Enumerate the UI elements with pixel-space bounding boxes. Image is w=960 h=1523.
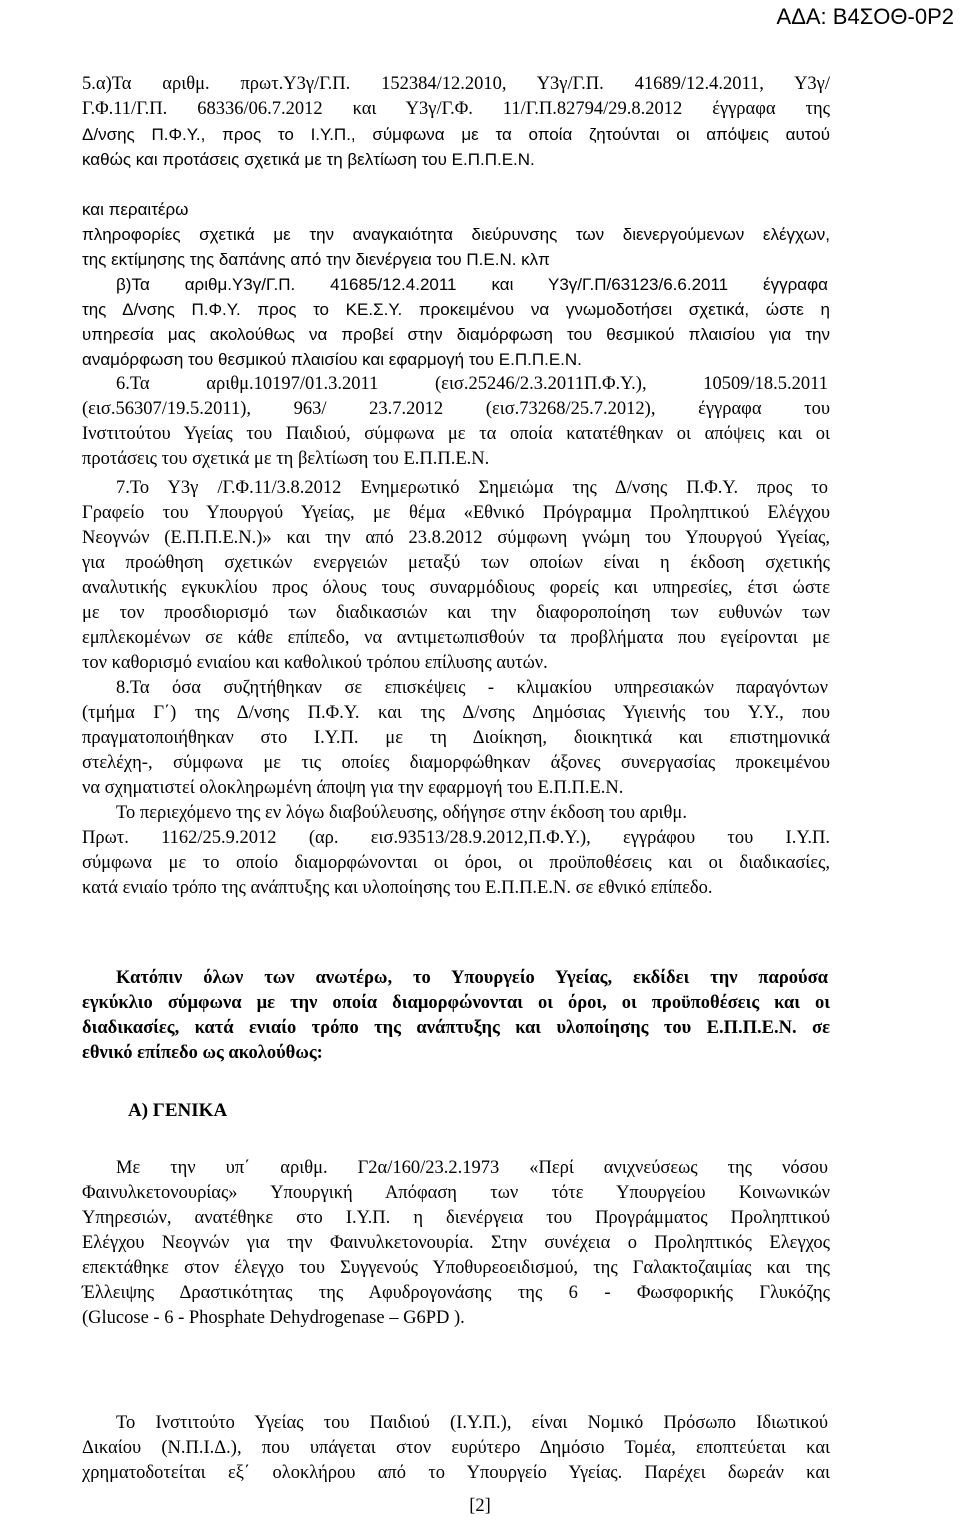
decision-paragraph xyxy=(116,966,828,991)
item-7 xyxy=(116,476,828,501)
text-line: σύμφωνα με το οποίο διαμορφώνονται οι όροι, οι προϋποθέσεις και οι διαδικασίες, xyxy=(82,853,830,873)
text-line: Υπηρεσιών, ανατέθηκε στο Ι.Υ.Π. η διενέργεια του Προγράμματος Προληπτικού xyxy=(82,1208,830,1228)
text-line: εγκύκλιο σύμφωνα με την οποία διαμορφώνονται οι όροι, οι προϋποθέσεις και οι xyxy=(82,993,830,1013)
text-line: 8.Τα όσα συζητήθηκαν σε επισκέψεις - κλιμακίου υπηρεσιακών παραγόντων xyxy=(116,678,828,698)
text-line: προτάσεις του σχετικά με τη βελτίωση του Ε.Π.Π.Ε.Ν. xyxy=(82,449,490,469)
text-line: Πρωτ. 1162/25.9.2012 (αρ. εισ.93513/28.9.2012,Π.Φ.Υ.), εγγράφου του Ι.Υ.Π. xyxy=(82,828,830,848)
text-line: με τον προσδιορισμό των διαδικασιών και την διαφοροποίηση των ευθυνών των xyxy=(82,603,830,623)
text-line: Έλλειψης Δραστικότητας της Αφυδρογονάσης της 6 - Φωσφορικής Γλυκόζης xyxy=(82,1283,830,1303)
text-segment: καθώς και προτάσεις σχετικά με τη βελτίωση του Ε.Π.Π.Ε.Ν. xyxy=(82,150,535,169)
text-line: Ινστιτούτου Υγείας του Παιδιού, σύμφωνα με τα οποία κατατέθηκαν οι απόψεις και οι xyxy=(82,424,830,444)
text-line: Δικαίου (Ν.Π.Ι.Δ.), που υπάγεται στον ευρύτερο Δημόσιο Τομέα, εποπτεύεται και xyxy=(82,1438,830,1458)
institute-paragraph-cont xyxy=(82,1436,830,1486)
text-line: 7.Το Υ3γ /Γ.Φ.11/3.8.2012 Ενημερωτικό Σημειώμα της Δ/νσης Π.Φ.Υ. προς το xyxy=(116,478,828,498)
text-line: υπηρεσία μας ακολούθως να προβεί στην διαμόρφωση του θεσμικού πλαισίου για την xyxy=(82,325,830,344)
text-line: πληροφορίες σχετικά με την αναγκαιότητα διεύρυνσης των διενεργούμενων ελέγχων, xyxy=(82,225,830,244)
text-line: στελέχη-, σύμφωνα με τις οποίες διαμορφώθηκαν άξονες συνεργασίας προκειμένου xyxy=(82,753,830,773)
item-8 xyxy=(116,676,828,701)
text-line: αναλυτικής εγκυκλίου προς όλους τους συναρμόδιους φορείς και υπηρεσίες, έτσι ώστε xyxy=(82,578,830,598)
text-line: (εισ.56307/19.5.2011), 963/ 23.7.2012 (εισ.73268/25.7.2012), έγγραφα του xyxy=(82,399,830,419)
text-line: επεκτάθηκε στον έλεγχο του Συγγενούς Υποθυρεοειδισμού, της Γαλακτοζαιμίας και της xyxy=(82,1258,830,1278)
text-line: Ελέγχου Νεογνών για την Φαινυλκετονουρία. Στην συνέχεια ο Προληπτικός Ελεγχος xyxy=(82,1233,830,1253)
text-line: Το περιεχόμενο της εν λόγω διαβούλευσης, οδήγησε στην έκδοση του αριθμ. xyxy=(116,803,687,823)
text-line: Δ/νσης Π.Φ.Υ., προς το Ι.Υ.Π., σύμφωνα με τα οποία ζητούνται οι απόψεις αυτού xyxy=(82,125,830,144)
consultation-paragraph xyxy=(116,801,828,826)
text-line xyxy=(82,197,830,222)
item-5a-sans-3 xyxy=(82,222,830,272)
institute-paragraph xyxy=(116,1411,828,1436)
text-line: πραγματοποιήθηκαν στο Ι.Υ.Π. με τη Διοίκηση, διοικητικά και επιστημονικά xyxy=(82,728,830,748)
general-paragraph-cont xyxy=(82,1181,830,1331)
text-line: διαδικασίες, κατά ενιαίο τρόπο της ανάπτυξης και υλοποίησης του Ε.Π.Π.Ε.Ν. σε xyxy=(82,1018,830,1038)
item-5a-serif xyxy=(82,72,830,122)
text-line: (τμήμα Γ΄) της Δ/νσης Π.Φ.Υ. και της Δ/νσης Δημόσιας Υγιεινής του Υ.Υ., που xyxy=(82,703,830,723)
general-paragraph xyxy=(116,1156,828,1181)
text-line: 6.Τα αριθμ.10197/01.3.2011 (εισ.25246/2.3.2011Π.Φ.Υ.), 10509/18.5.2011 xyxy=(116,374,828,394)
text-line: χρηματοδοτείται εξ΄ ολοκλήρου από το Υπουργείο Υγείας. Παρέχει δωρεάν και xyxy=(82,1463,830,1483)
item-5b xyxy=(116,272,828,297)
consultation-paragraph-cont xyxy=(82,826,830,901)
section-heading: Α) ΓΕΝΙΚΑ xyxy=(128,1100,228,1121)
text-line: να σχηματιστεί ολοκληρωμένη άποψη για την εφαρμογή του Ε.Π.Π.Ε.Ν. xyxy=(82,778,624,798)
item-8-cont xyxy=(82,701,830,801)
item-6 xyxy=(116,372,828,397)
text-line: εμπλεκομένων σε κάθε επίπεδο, να αντιμετωπισθούν τα προβλήματα που εγείρονται με xyxy=(82,628,830,648)
text-line: Φαινυλκετονουρίας» Υπουργική Απόφαση των τότε Υπουργείου Κοινωνικών xyxy=(82,1183,830,1203)
text-line: εθνικό επίπεδο ως ακολούθως: xyxy=(82,1043,323,1063)
page-number: [2] xyxy=(469,1496,491,1516)
text-line: Νεογνών (Ε.Π.Π.Ε.Ν.)» και την από 23.8.2012 σύμφωνη γνώμη του Υπουργού Υγείας, xyxy=(82,528,830,548)
text-line: κατά ενιαίο τρόπο της ανάπτυξης και υλοποίησης του Ε.Π.Π.Ε.Ν. σε εθνικό επίπεδο. xyxy=(82,878,713,898)
text-line: 5.α)Τα αριθμ. πρωτ.Υ3γ/Γ.Π. 152384/12.2010, Υ3γ/Γ.Π. 41689/12.4.2011, Υ3γ/ xyxy=(82,74,830,94)
text-line: της εκτίμησης της δαπάνης από την διενέργεια του Π.Ε.Ν. κλπ xyxy=(82,250,550,269)
text-line: Το Ινστιτούτο Υγείας του Παιδιού (Ι.Υ.Π.), είναι Νομικό Πρόσωπο Ιδιωτικού xyxy=(116,1413,828,1433)
text-line: αναμόρφωση του θεσμικού πλαισίου και εφαρμογή του Ε.Π.Π.Ε.Ν. xyxy=(82,350,582,369)
text-line: τον καθορισμό ενιαίου και καθολικού τρόπου επίλυσης αυτών. xyxy=(82,653,548,673)
text-line: Γ.Φ.11/Γ.Π. 68336/06.7.2012 και Υ3γ/Γ.Φ. 11/Γ.Π.82794/29.8.2012 έγγραφα της xyxy=(82,99,830,119)
text-line: για προώθηση σχετικών ενεργειών μεταξύ των οποίων είναι η έκδοση σχετικής xyxy=(82,553,830,573)
text-line xyxy=(82,147,830,172)
item-5a-sans-2 xyxy=(82,197,830,222)
ada-code: ΑΔΑ: Β4ΣΟΘ-0Ρ2 xyxy=(776,4,954,29)
text-line: Κατόπιν όλων των ανωτέρω, το Υπουργείο Υγείας, εκδίδει την παρούσα xyxy=(116,968,828,988)
text-line: Γραφείο του Υπουργού Υγείας, με θέμα «Εθνικό Πρόγραμμα Προληπτικού Ελέγχου xyxy=(82,503,830,523)
item-5b-cont xyxy=(82,297,830,372)
text-line: της Δ/νσης Π.Φ.Υ. προς το ΚΕ.Σ.Υ. προκειμένου να γνωμοδοτήσει σχετικά, ώστε η xyxy=(82,300,830,319)
item-7-cont xyxy=(82,501,830,676)
text-line: Με την υπ΄ αριθμ. Γ2α/160/23.2.1973 «Περί ανιχνεύσεως της νόσου xyxy=(116,1158,828,1178)
text-line: (Glucose - 6 - Phosphate Dehydrogenase – G6PD ). xyxy=(82,1308,465,1328)
text-line: β)Τα αριθμ.Υ3γ/Γ.Π. 41685/12.4.2011 και Υ3γ/Γ.Π/63123/6.6.2011 έγγραφα xyxy=(116,275,828,294)
text-segment: και περαιτέρω xyxy=(82,200,189,219)
item-6-cont xyxy=(82,397,830,472)
item-5a-sans xyxy=(82,122,830,172)
decision-paragraph-cont xyxy=(82,991,830,1066)
